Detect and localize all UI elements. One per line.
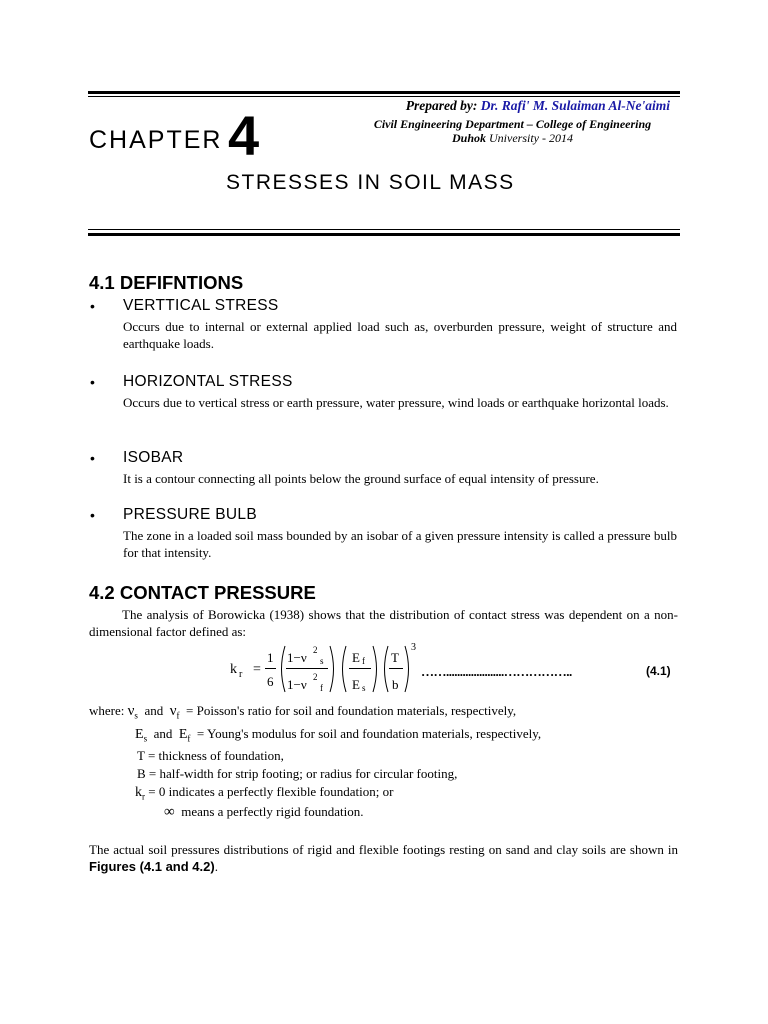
nu-s: ν bbox=[127, 703, 135, 719]
eq-num-expr: 1−ν bbox=[287, 650, 307, 665]
bullet-icon: • bbox=[90, 298, 95, 314]
eq-left-paren-1 bbox=[277, 645, 287, 693]
eq-frac-num: 1 bbox=[267, 650, 274, 665]
nu-f-sub: f bbox=[176, 710, 180, 721]
prepared-by-line bbox=[330, 98, 670, 114]
section-heading-definitions: 4.1 DEFIFNTIONS bbox=[89, 272, 244, 293]
eq-right-paren-3 bbox=[403, 645, 413, 693]
where-infinity-line bbox=[164, 804, 364, 821]
chapter-word: CHAPTER bbox=[89, 126, 223, 154]
eq-leader-dots: …….....................…………….. bbox=[421, 664, 572, 679]
chapter-title: STRESSES IN SOIL MASS bbox=[226, 171, 515, 194]
eq-power: 3 bbox=[411, 642, 416, 653]
eq-num-sup: 2 bbox=[313, 645, 318, 655]
chapter-number: 4 bbox=[228, 104, 260, 167]
kr-sub: r bbox=[142, 791, 145, 802]
eq-lhs: k bbox=[230, 662, 237, 677]
header-top-rule-thick bbox=[88, 91, 680, 94]
bullet-icon: • bbox=[90, 507, 95, 523]
contact-pressure-intro: The analysis of Borowicka (1938) shows that the distribution of contact stress was dependent on a non-dimensional factor defined as: bbox=[89, 607, 678, 639]
author-name: Dr. Rafi' M. Sulaiman Al-Ne'aimi bbox=[480, 98, 670, 113]
closing-end: . bbox=[214, 859, 218, 874]
eq-e-num: E bbox=[352, 650, 360, 665]
eq-den-sup: 2 bbox=[313, 672, 318, 682]
closing-paragraph bbox=[89, 841, 678, 875]
e-s-sub: s bbox=[143, 733, 148, 744]
nu-f: ν bbox=[169, 703, 177, 719]
eq-lhs-sub: r bbox=[239, 669, 243, 680]
eq-t-den: b bbox=[392, 677, 399, 692]
definition-title-vertical: VERTTICAL STRESS bbox=[123, 297, 279, 314]
definition-text-horizontal: Occurs due to vertical stress or earth pressure, water pressure, wind loads or earthquake horizontal loads. bbox=[123, 395, 669, 410]
department-line: Civil Engineering Department – College of Engineering bbox=[373, 117, 652, 131]
eq-e-den-sub: s bbox=[362, 683, 366, 693]
header-top-rule-thin bbox=[88, 96, 680, 97]
eq-frac-bar bbox=[265, 668, 276, 669]
kr-k: k bbox=[135, 785, 142, 800]
eq-num-sub: s bbox=[320, 656, 324, 666]
infinity-description: means a perfectly rigid foundation. bbox=[181, 804, 364, 819]
eq-equals: = bbox=[253, 662, 261, 677]
eq-left-paren-2 bbox=[338, 645, 348, 693]
eq-den-sub: f bbox=[320, 683, 323, 693]
university-name: Duhok bbox=[452, 131, 487, 145]
eq-t-num: T bbox=[391, 650, 399, 665]
eq-number: (4.1) bbox=[646, 664, 671, 678]
section-heading-contact-pressure: 4.2 CONTACT PRESSURE bbox=[89, 582, 316, 603]
eq-right-paren-1 bbox=[328, 645, 338, 693]
definition-text-pressure-bulb: The zone in a loaded soil mass bounded by an isobar of a given pressure intensity is called a pressure bulb for that intensity. bbox=[123, 528, 677, 560]
university-line bbox=[360, 131, 665, 146]
university-year: University - 2014 bbox=[486, 131, 573, 145]
header-bottom-rule-thin bbox=[88, 229, 680, 230]
bullet-icon: • bbox=[90, 450, 95, 466]
figures-reference: Figures (4.1 and 4.2) bbox=[89, 859, 215, 874]
where-label: where: bbox=[89, 703, 125, 718]
kr-description: = 0 indicates a perfectly flexible foundation; or bbox=[148, 784, 394, 799]
where-kr-line bbox=[135, 784, 393, 802]
definition-title-pressure-bulb: PRESSURE BULB bbox=[123, 506, 257, 523]
eq-left-paren-3 bbox=[380, 645, 390, 693]
e-description: = Young's modulus for soil and foundation materials, respectively, bbox=[196, 726, 542, 741]
definition-title-horizontal: HORIZONTAL STRESS bbox=[123, 373, 293, 390]
prepared-label: Prepared by: bbox=[405, 98, 478, 113]
infinity-symbol: ∞ bbox=[164, 804, 175, 820]
eq-ratio-bar-2 bbox=[349, 668, 371, 669]
and-word: and bbox=[144, 703, 164, 718]
e-f: E bbox=[178, 727, 188, 742]
where-t-line: T = thickness of foundation, bbox=[137, 748, 284, 763]
eq-e-den: E bbox=[352, 677, 360, 692]
header-bottom-rule-thick bbox=[88, 233, 680, 236]
nu-description: = Poisson's ratio for soil and foundation materials, respectively, bbox=[186, 703, 517, 718]
where-e-line bbox=[135, 726, 541, 744]
bullet-icon: • bbox=[90, 374, 95, 390]
definition-title-isobar: ISOBAR bbox=[123, 449, 184, 466]
nu-s-sub: s bbox=[134, 710, 138, 721]
where-b-line: B = half-width for strip footing; or radius for circular footing, bbox=[137, 766, 458, 781]
eq-e-num-sub: f bbox=[362, 656, 365, 666]
eq-ratio-bar-1 bbox=[286, 668, 328, 669]
e-f-sub: f bbox=[187, 733, 191, 744]
and-word: and bbox=[153, 726, 173, 741]
eq-frac-den: 6 bbox=[267, 674, 274, 689]
closing-text: The actual soil pressures distributions of rigid and flexible footings resting on sand and clay soils are shown in bbox=[89, 842, 678, 857]
definition-text-vertical: Occurs due to internal or external applied load such as, overburden pressure, weight of structure and earthquake loads. bbox=[123, 319, 677, 351]
definition-text-isobar: It is a contour connecting all points below the ground surface of equal intensity of pressure. bbox=[123, 471, 599, 486]
eq-den-expr: 1−ν bbox=[287, 677, 307, 692]
eq-ratio-bar-3 bbox=[389, 668, 403, 669]
e-s: E bbox=[135, 727, 144, 742]
where-nu-line bbox=[89, 703, 516, 721]
eq-right-paren-2 bbox=[371, 645, 381, 693]
